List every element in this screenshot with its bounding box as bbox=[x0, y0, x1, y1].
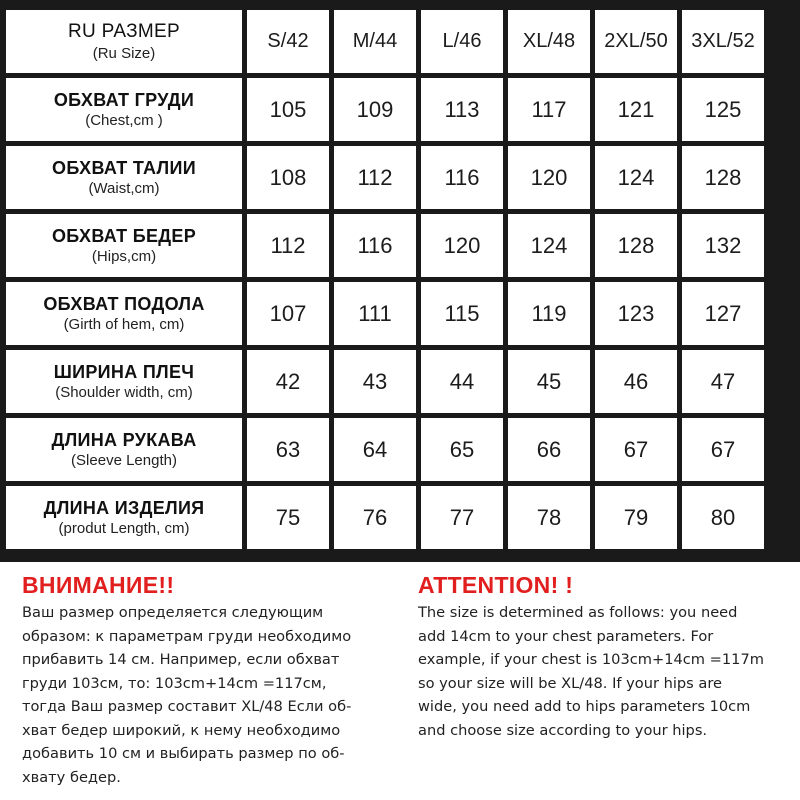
table-cell: 116 bbox=[421, 146, 503, 209]
note-body-ru: Ваш размер определяется следующим образом: к параметрам груди необходимо прибавить 14 см. Например, если обхват груди 103см, то: 103cm+14cm =117см, тогда Ваш размер составит XL/48 Если об- хват бедер широкий, к нему необходимо добавить 10 см и выбирать размер по об- хвату бедер. bbox=[22, 604, 352, 786]
table-cell: 46 bbox=[595, 350, 677, 413]
table-cell: 67 bbox=[682, 418, 764, 481]
table-cell: 124 bbox=[595, 146, 677, 209]
row-label-en: (Sleeve Length) bbox=[71, 452, 177, 470]
row-label-en: (Waist,cm) bbox=[88, 180, 160, 198]
notes-section bbox=[0, 562, 800, 800]
note-russian bbox=[22, 572, 412, 789]
table-cell: 120 bbox=[508, 146, 590, 209]
note-body-en: The size is determined as follows: you need add 14cm to your chest parameters. For example, if your chest is 103cm+14cm =117m so your size will be XL/48. If your hips are wide, you need add to hips parameters 10cm and choose size according to your hips. bbox=[418, 604, 764, 739]
table-cell: 79 bbox=[595, 486, 677, 549]
table-cell: 65 bbox=[421, 418, 503, 481]
table-cell: 45 bbox=[508, 350, 590, 413]
table-cell: 123 bbox=[595, 282, 677, 345]
table-cell: 128 bbox=[682, 146, 764, 209]
table-cell: 121 bbox=[595, 78, 677, 141]
attention-title-ru: ВНИМАНИЕ!! bbox=[22, 572, 175, 598]
table-cell: 115 bbox=[421, 282, 503, 345]
table-cell: 44 bbox=[421, 350, 503, 413]
table-cell: 105 bbox=[247, 78, 329, 141]
table-cell: 76 bbox=[334, 486, 416, 549]
table-cell: 108 bbox=[247, 146, 329, 209]
row-label-ru: ОБХВАТ ПОДОЛА bbox=[43, 293, 205, 314]
attention-title-en: ATTENTION! ! bbox=[418, 572, 574, 598]
table-cell: 132 bbox=[682, 214, 764, 277]
table-cell: 128 bbox=[595, 214, 677, 277]
note-english bbox=[418, 572, 800, 742]
table-cell: 120 bbox=[421, 214, 503, 277]
table-cell: 117 bbox=[508, 78, 590, 141]
table-cell: 116 bbox=[334, 214, 416, 277]
table-cell: 109 bbox=[334, 78, 416, 141]
row-label-ru: ДЛИНА РУКАВА bbox=[51, 429, 197, 450]
table-cell: 111 bbox=[334, 282, 416, 345]
row-label-en: (Chest,cm ) bbox=[85, 112, 163, 130]
table-cell: 112 bbox=[334, 146, 416, 209]
table-cell: 64 bbox=[334, 418, 416, 481]
row-label-ru: ОБХВАТ ГРУДИ bbox=[53, 89, 195, 110]
table-cell: 80 bbox=[682, 486, 764, 549]
row-label-en: (Shoulder width, cm) bbox=[55, 384, 193, 402]
table-cell: 67 bbox=[595, 418, 677, 481]
row-label-en: (Girth of hem, cm) bbox=[63, 316, 185, 334]
row-label-waist bbox=[6, 146, 242, 209]
table-cell: 63 bbox=[247, 418, 329, 481]
row-label-hips bbox=[6, 214, 242, 277]
size-header-2xl50: 2XL/50 bbox=[595, 10, 677, 73]
row-label-hem bbox=[6, 282, 242, 345]
table-cell: 77 bbox=[421, 486, 503, 549]
table-cell: 78 bbox=[508, 486, 590, 549]
header-label-ru: RU РАЗМЕР bbox=[68, 20, 180, 42]
row-label-sleeve bbox=[6, 418, 242, 481]
table-cell: 113 bbox=[421, 78, 503, 141]
row-label-ru: ШИРИНА ПЛЕЧ bbox=[53, 361, 195, 382]
table-cell: 107 bbox=[247, 282, 329, 345]
size-header-xl48: XL/48 bbox=[508, 10, 590, 73]
row-label-en: (Hips,cm) bbox=[91, 248, 157, 266]
row-label-shoulder bbox=[6, 350, 242, 413]
table-cell: 119 bbox=[508, 282, 590, 345]
table-cell: 125 bbox=[682, 78, 764, 141]
table-cell: 42 bbox=[247, 350, 329, 413]
table-cell: 66 bbox=[508, 418, 590, 481]
row-label-chest bbox=[6, 78, 242, 141]
table-cell: 43 bbox=[334, 350, 416, 413]
header-label-en: (Ru Size) bbox=[92, 44, 156, 62]
table-cell: 47 bbox=[682, 350, 764, 413]
row-label-ru: ОБХВАТ БЕДЕР bbox=[51, 225, 197, 246]
size-grid bbox=[6, 10, 800, 549]
row-label-ru: ДЛИНА ИЗДЕЛИЯ bbox=[43, 497, 205, 518]
size-header-l46: L/46 bbox=[421, 10, 503, 73]
table-cell: 127 bbox=[682, 282, 764, 345]
size-header-m44: M/44 bbox=[334, 10, 416, 73]
size-header-3xl52: 3XL/52 bbox=[682, 10, 764, 73]
row-label-length bbox=[6, 486, 242, 549]
row-label-ru: ОБХВАТ ТАЛИИ bbox=[52, 157, 196, 178]
size-header-s42: S/42 bbox=[247, 10, 329, 73]
header-label-cell bbox=[6, 10, 242, 73]
table-cell: 75 bbox=[247, 486, 329, 549]
table-cell: 112 bbox=[247, 214, 329, 277]
table-cell: 124 bbox=[508, 214, 590, 277]
row-label-en: (produt Length, cm) bbox=[58, 520, 190, 538]
